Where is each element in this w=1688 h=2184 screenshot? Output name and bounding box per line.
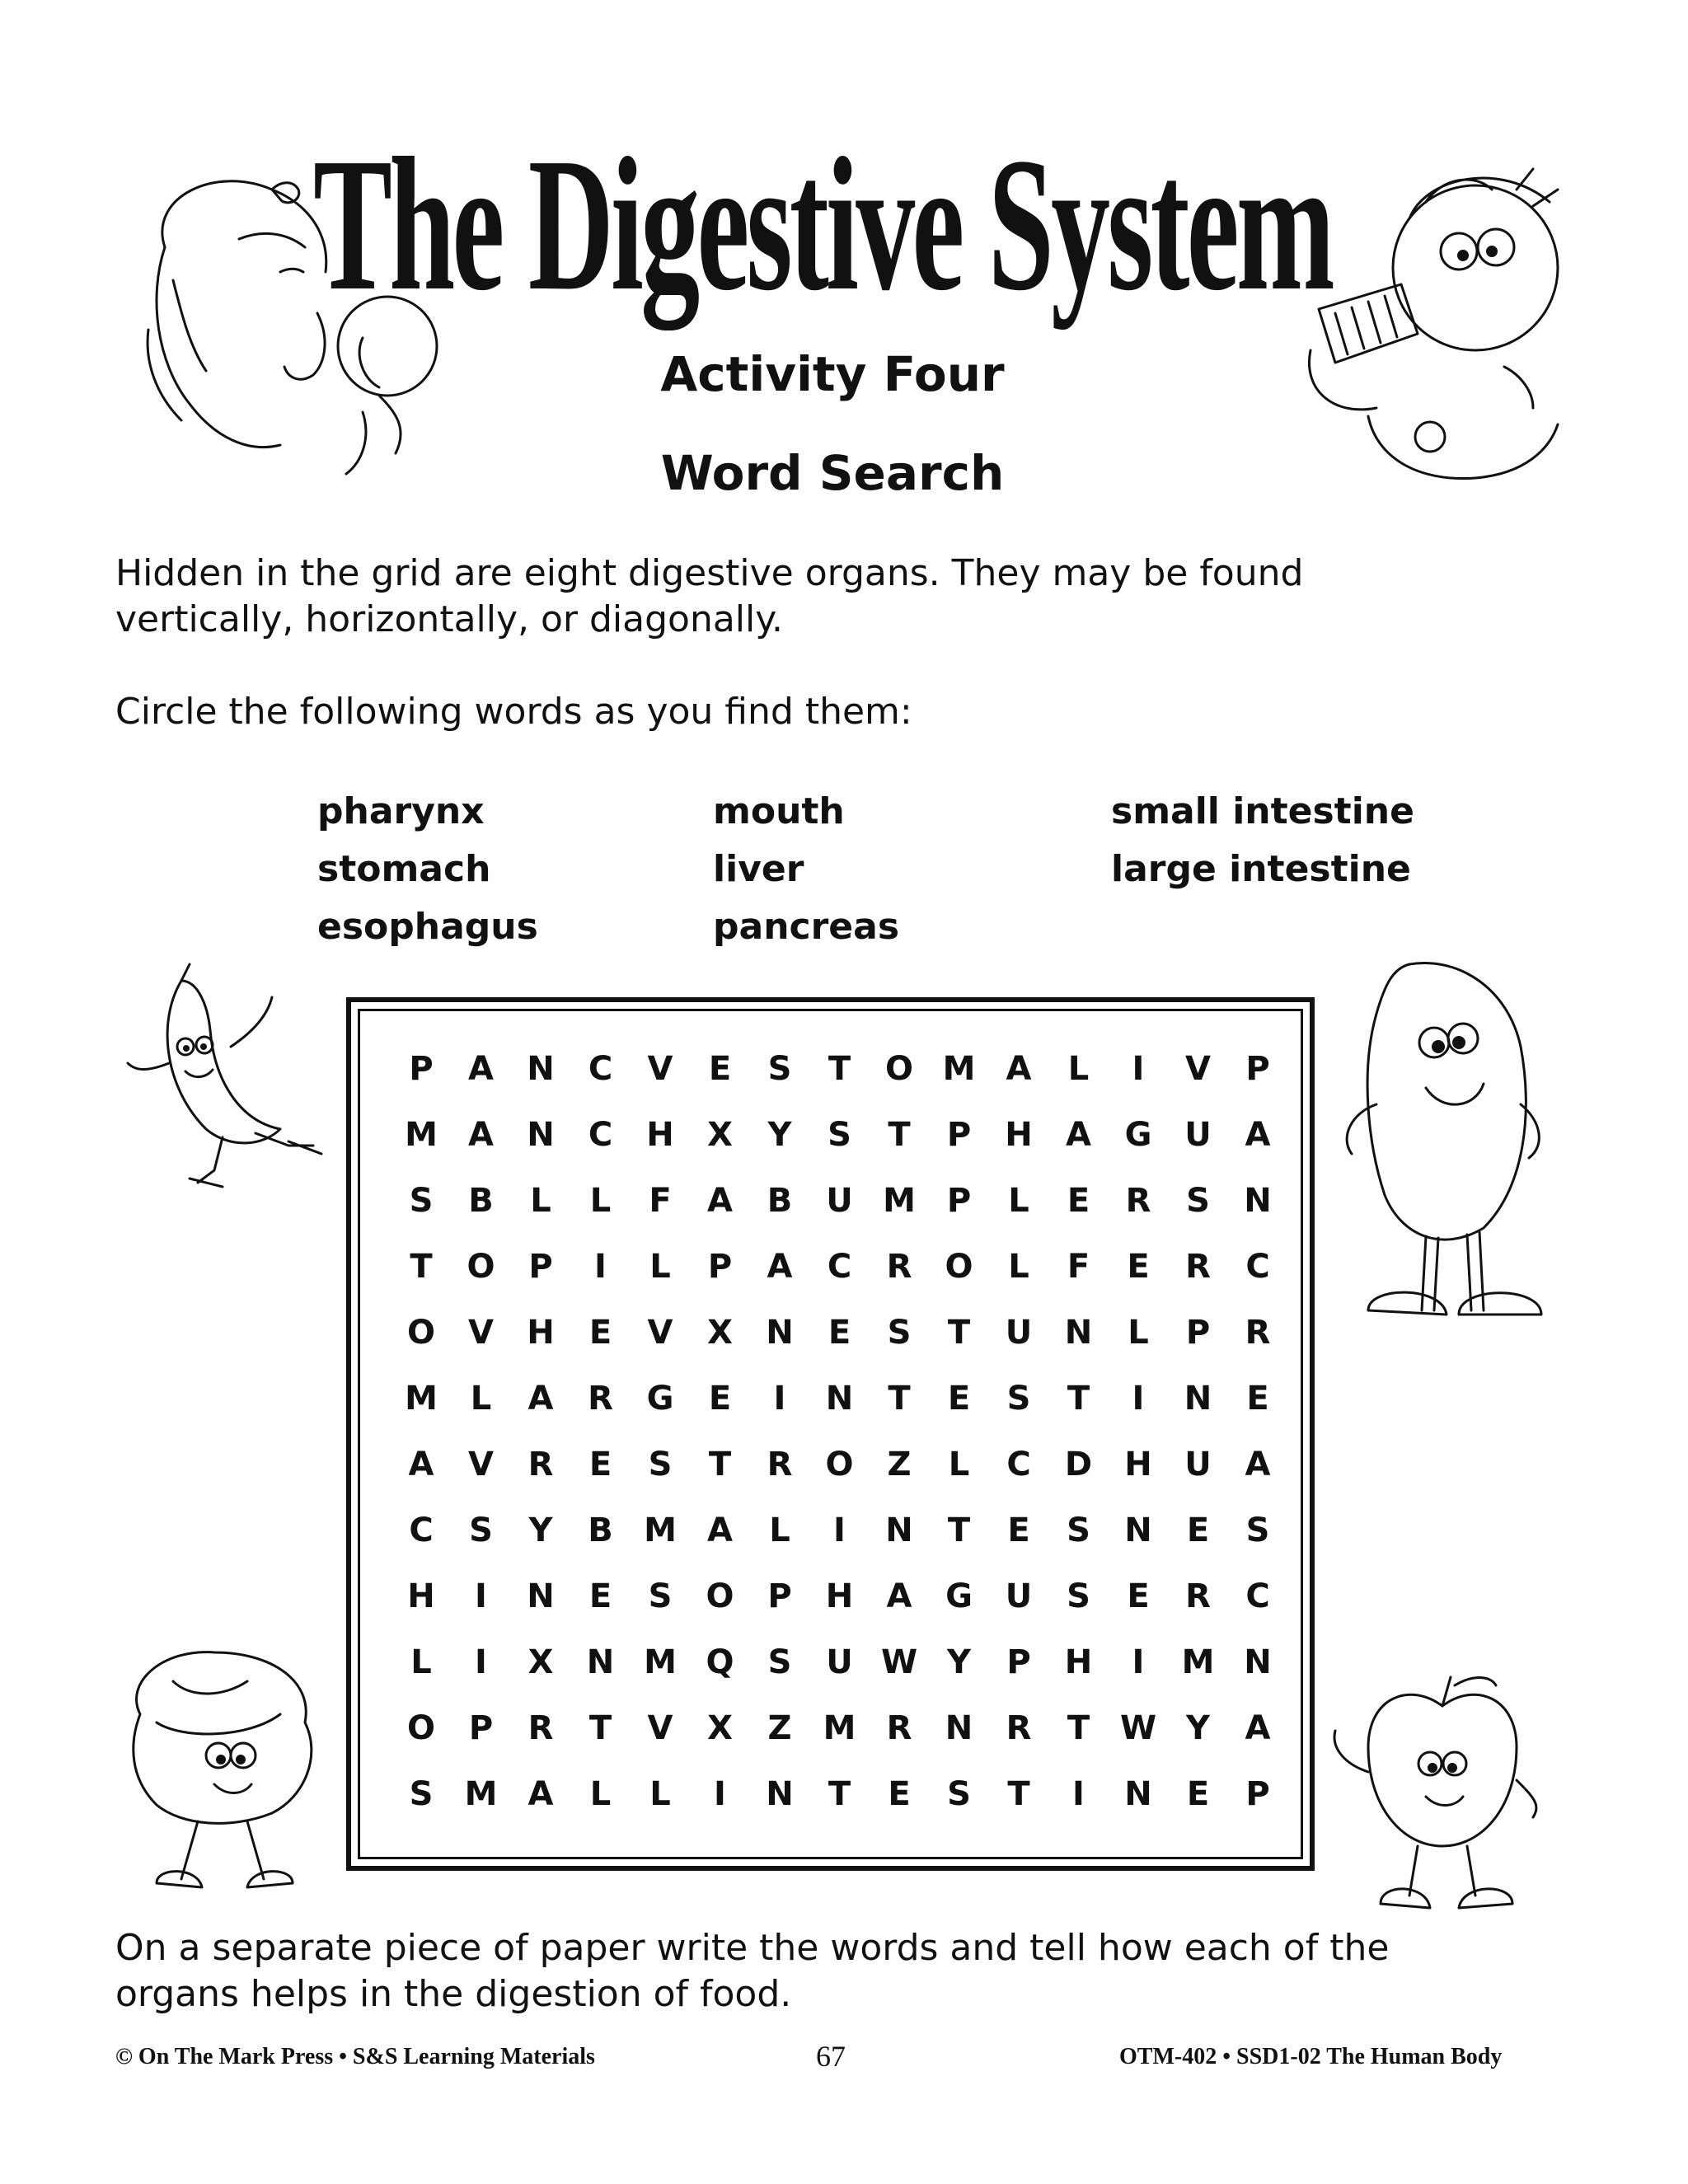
grid-letter: H [527,1314,555,1352]
grid-letter: D [1064,1446,1093,1483]
grid-letter: S [887,1314,912,1352]
grid-letter: S [1245,1511,1270,1549]
grid-letter: L [530,1182,551,1220]
girl-eating-clipart [115,148,412,478]
word-list-column-1 [317,783,538,956]
grid-letter: X [707,1116,733,1154]
grid-letter: T [947,1314,971,1352]
grid-letter: C [588,1050,613,1088]
grid-letter: Y [1186,1709,1210,1747]
word-item: mouth [713,790,845,832]
grid-letter: R [1185,1577,1211,1615]
grid-letter: N [945,1709,973,1747]
grid-letter: I [714,1775,726,1813]
grid-letter: A [1245,1709,1271,1747]
grid-letter: E [1067,1182,1090,1220]
grid-letter: S [767,1050,792,1088]
grid-letter: L [649,1248,671,1286]
grid-letter: M [1181,1643,1215,1681]
grid-letter: O [884,1050,913,1088]
grid-letter: O [406,1314,435,1352]
grid-letter: I [1132,1643,1145,1681]
page-title: The Digestive System [313,119,1332,330]
grid-letter: S [409,1775,434,1813]
apple-character-clipart [1319,1665,1558,1929]
grid-letter: I [773,1380,786,1418]
lettuce-character-clipart [107,1632,338,1912]
grid-letter: X [528,1643,554,1681]
grid-letter: C [1245,1248,1270,1286]
grid-letter: C [827,1248,852,1286]
grid-letter: M [823,1709,856,1747]
word-list-column-3 [1111,783,1414,898]
grid-letter: E [888,1775,911,1813]
grid-letter: N [1064,1314,1093,1352]
grid-letter: R [1245,1314,1271,1352]
grid-letter: A [528,1775,554,1813]
grid-letter: G [1124,1116,1152,1154]
grid-letter: N [586,1643,615,1681]
grid-letter: A [468,1050,494,1088]
grid-row [360,1629,1301,1695]
grid-letter: T [947,1511,971,1549]
grid-letter: N [766,1314,794,1352]
footer-product-code: OTM-402 • SSD1-02 The Human Body [1119,2044,1503,2069]
grid-letter: R [528,1709,554,1747]
grid-letter: A [1245,1446,1271,1483]
grid-letter: N [1244,1182,1272,1220]
grid-letter: C [1006,1446,1031,1483]
grid-letter: Z [767,1709,792,1747]
grid-letter: S [409,1182,434,1220]
grid-letter: V [647,1314,673,1352]
grid-letter: P [767,1577,792,1615]
grid-letter: U [1184,1446,1212,1483]
grid-row [360,1695,1301,1761]
grid-letter: S [648,1577,673,1615]
grid-letter: H [407,1577,435,1615]
grid-letter: W [880,1643,918,1681]
grid-row [360,1563,1301,1629]
grid-letter: P [468,1709,494,1747]
grid-letter: E [1127,1248,1150,1286]
grid-letter: S [1067,1511,1090,1549]
boy-drinking-clipart [1286,144,1582,490]
grid-letter: M [405,1380,438,1418]
grid-row [360,1300,1301,1366]
grid-letter: G [945,1577,973,1615]
closing-line-1: On a separate piece of paper write the words and tell how each of the [115,1927,1390,1969]
grid-letter: L [649,1775,671,1813]
grid-letter: C [409,1511,434,1549]
grid-row [360,1036,1301,1102]
grid-letter: V [468,1314,494,1352]
grid-letter: Z [887,1446,912,1483]
grid-letter: Y [947,1643,971,1681]
grid-letter: S [828,1116,851,1154]
grid-letter: G [646,1380,674,1418]
grid-letter: H [1124,1446,1152,1483]
grid-letter: A [528,1380,554,1418]
grid-letter: R [1125,1182,1151,1220]
grid-letter: F [649,1182,672,1220]
grid-letter: L [948,1446,970,1483]
grid-letter: P [528,1248,553,1286]
grid-letter: X [707,1314,733,1352]
grid-letter: S [1067,1577,1090,1615]
grid-letter: O [467,1248,495,1286]
grid-letter: Q [706,1643,734,1681]
grid-letter: T [828,1050,851,1088]
activity-type: Word Search [660,445,1005,501]
grid-letter: N [1184,1380,1212,1418]
grid-letter: A [1006,1050,1032,1088]
grid-letter: M [464,1775,498,1813]
grid-letter: E [708,1050,732,1088]
grid-letter: M [644,1643,677,1681]
grid-letter: R [528,1446,554,1483]
circle-prompt: Circle the following words as you find them: [115,691,912,733]
grid-letter: P [1006,1643,1031,1681]
grid-letter: N [1124,1775,1152,1813]
grid-letter: T [888,1380,911,1418]
grid-letter: X [707,1709,733,1747]
grid-letter: L [1008,1248,1029,1286]
grid-letter: P [1245,1775,1270,1813]
grid-letter: L [1067,1050,1090,1088]
grid-letter: T [888,1116,911,1154]
grid-row [360,1234,1301,1300]
grid-letter: U [1005,1577,1033,1615]
grid-letter: A [707,1182,733,1220]
activity-number: Activity Four [660,346,1005,402]
grid-letter: E [708,1380,732,1418]
grid-letter: M [644,1511,677,1549]
grid-letter: M [942,1050,976,1088]
grid-letter: I [1072,1775,1085,1813]
grid-letter: N [766,1775,794,1813]
word-item: pancreas [713,906,900,948]
grid-letter: I [1132,1050,1145,1088]
word-item: pharynx [317,790,485,832]
page-number: 67 [816,2040,846,2073]
grid-letter: R [588,1380,613,1418]
grid-letter: T [1067,1709,1090,1747]
grid-letter: N [1124,1511,1152,1549]
grid-row [360,1432,1301,1497]
grid-letter: O [945,1248,973,1286]
grid-letter: I [475,1577,487,1615]
grid-letter: R [886,1709,912,1747]
grid-letter: U [826,1643,853,1681]
grid-letter: V [468,1446,494,1483]
grid-letter: L [1128,1314,1149,1352]
grid-letter: L [470,1380,492,1418]
grid-letter: N [1244,1643,1272,1681]
grid-letter: A [767,1248,793,1286]
grid-letter: P [409,1050,434,1088]
grid-letter: N [527,1050,555,1088]
grid-letter: S [947,1775,971,1813]
word-list-column-2 [713,783,899,956]
word-search-grid-inner [358,1009,1303,1859]
grid-letter: O [825,1446,854,1483]
grid-letter: T [1067,1380,1090,1418]
grid-letter: F [1067,1248,1090,1286]
grid-letter: P [1245,1050,1270,1088]
grid-letter: R [886,1248,912,1286]
grid-letter: L [589,1775,612,1813]
grid-letter: R [767,1446,793,1483]
grid-letter: B [767,1182,793,1220]
grid-letter: W [1119,1709,1157,1747]
word-item: esophagus [317,906,538,948]
grid-letter: S [1186,1182,1210,1220]
grid-letter: O [706,1577,734,1615]
grid-letter: N [885,1511,913,1549]
grid-letter: P [707,1248,733,1286]
grid-letter: H [1064,1643,1093,1681]
closing-line-2: organs helps in the digestion of food. [115,1973,792,2015]
grid-letter: E [828,1314,851,1352]
grid-letter: T [708,1446,732,1483]
grid-letter: N [825,1380,854,1418]
grid-letter: O [406,1709,435,1747]
grid-letter: I [833,1511,846,1549]
grid-letter: V [647,1709,673,1747]
grid-letter: E [1246,1380,1269,1418]
potato-character-clipart [1319,948,1558,1343]
grid-letter: B [468,1182,494,1220]
grid-letter: T [1007,1775,1030,1813]
grid-letter: L [769,1511,790,1549]
grid-letter: A [707,1511,733,1549]
grid-letter: E [1186,1511,1210,1549]
grid-letter: V [647,1050,673,1088]
grid-letter: H [646,1116,674,1154]
grid-letter: T [410,1248,433,1286]
grid-letter: H [1005,1116,1033,1154]
grid-letter: I [594,1248,607,1286]
grid-letter: P [946,1116,972,1154]
grid-letter: P [946,1182,972,1220]
grid-letter: Y [767,1116,792,1154]
grid-letter: A [408,1446,434,1483]
grid-letter: P [1185,1314,1211,1352]
word-search-grid [346,997,1315,1871]
word-item: large intestine [1111,848,1411,890]
grid-letter: C [1245,1577,1270,1615]
grid-letter: V [1185,1050,1211,1088]
grid-letter: H [825,1577,854,1615]
grid-row [360,1168,1301,1234]
grid-letter: R [1185,1248,1211,1286]
grid-letter: B [588,1511,613,1549]
grid-row [360,1102,1301,1168]
intro-line-1: Hidden in the grid are eight digestive organs. They may be found [115,552,1304,594]
intro-line-2: vertically, horizontally, or diagonally. [115,598,784,640]
word-item: small intestine [1111,790,1414,832]
grid-letter: E [1007,1511,1030,1549]
grid-letter: A [1245,1116,1271,1154]
grid-row [360,1761,1301,1827]
grid-letter: E [588,1314,612,1352]
banana-character-clipart [124,948,338,1203]
grid-letter: S [469,1511,493,1549]
grid-letter: C [588,1116,613,1154]
grid-letter: T [828,1775,851,1813]
grid-letter: E [588,1446,612,1483]
grid-letter: M [883,1182,916,1220]
footer-copyright: © On The Mark Press • S&S Learning Materials [115,2044,595,2069]
grid-letter: U [826,1182,853,1220]
grid-letter: N [527,1577,555,1615]
grid-letter: Y [528,1511,553,1549]
grid-row [360,1497,1301,1563]
grid-letter: S [1006,1380,1031,1418]
word-item: liver [713,848,804,890]
grid-letter: M [405,1116,438,1154]
grid-letter: A [1066,1116,1091,1154]
grid-letter: E [1127,1577,1150,1615]
grid-letter: I [1132,1380,1145,1418]
grid-letter: E [947,1380,971,1418]
grid-letter: S [767,1643,792,1681]
grid-letter: U [1184,1116,1212,1154]
grid-letter: T [588,1709,612,1747]
grid-letter: L [410,1643,432,1681]
grid-letter: U [1005,1314,1033,1352]
grid-letter: E [588,1577,612,1615]
grid-letter: E [1186,1775,1210,1813]
grid-letter: S [648,1446,673,1483]
grid-letter: L [589,1182,612,1220]
grid-letter: L [1008,1182,1029,1220]
grid-letter: A [468,1116,494,1154]
grid-row [360,1366,1301,1432]
grid-letter: R [1006,1709,1032,1747]
grid-letter: I [475,1643,487,1681]
word-item: stomach [317,848,491,890]
grid-letter: N [527,1116,555,1154]
grid-letter: A [886,1577,912,1615]
